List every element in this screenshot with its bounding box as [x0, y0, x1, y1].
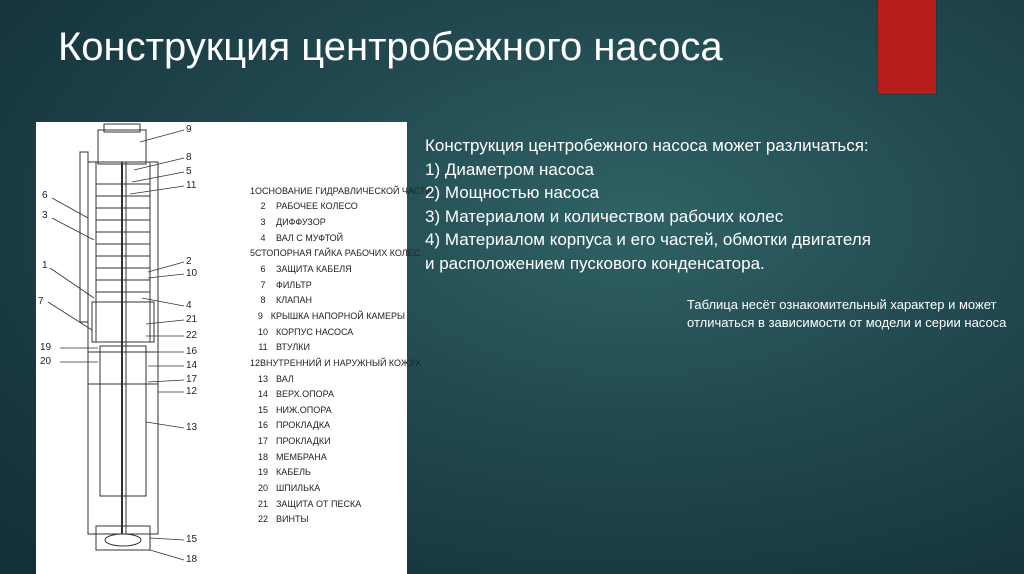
slide-title: Конструкция центробежного насоса	[58, 25, 723, 69]
legend-label: ЗАЩИТА ОТ ПЕСКА	[276, 498, 362, 509]
parts-legend	[250, 183, 432, 527]
membrane	[105, 534, 141, 546]
description-text	[425, 134, 1015, 275]
callout-right-9: 16	[186, 346, 198, 357]
callout-right-7: 21	[186, 314, 198, 325]
legend-num: 1	[250, 185, 256, 196]
legend-label: ВАЛ	[276, 373, 294, 384]
legend-label: ПРОКЛАДКИ	[276, 436, 331, 447]
legend-row	[250, 371, 405, 387]
legend-num: 21	[257, 498, 268, 509]
description-line: 3) Материалом и количеством рабочих колес	[425, 206, 784, 226]
disclaimer-note: Таблица несёт ознакомительный характер и может отличаться в зависимости от модели и серии насоса	[687, 297, 1007, 330]
legend-row	[250, 214, 405, 230]
description-line: 2) Мощностью насоса	[425, 183, 600, 202]
legend-row	[250, 465, 405, 481]
legend-row	[250, 292, 405, 308]
legend-num: 9	[257, 310, 263, 321]
legend-num: 6	[260, 264, 266, 275]
callout-left-0: 6	[42, 190, 48, 201]
cable-guard	[80, 152, 88, 322]
legend-num: 5	[250, 248, 256, 259]
legend-label: ПРОКЛАДКА	[276, 420, 331, 431]
legend-label: ДИФФУЗОР	[276, 217, 326, 228]
red-accent-tab	[878, 0, 936, 94]
legend-label: КЛАПАН	[276, 295, 313, 306]
pump-top-cap	[98, 130, 146, 164]
legend-row	[250, 496, 405, 512]
legend-row	[250, 355, 422, 371]
legend-label: ВТУЛКИ	[276, 342, 310, 353]
legend-label: ВИНТЫ	[276, 514, 309, 525]
legend-row	[250, 418, 405, 434]
callout-right-6: 4	[186, 300, 192, 311]
legend-label: ВАЛ С МУФТОЙ	[276, 232, 344, 243]
legend-num: 7	[260, 279, 266, 290]
legend-label: КОРПУС НАСОСА	[276, 326, 354, 337]
description-line: 4) Материалом корпуса и его частей, обмотки двигателя	[425, 230, 871, 249]
legend-num: 17	[257, 436, 268, 447]
callout-right-15: 18	[186, 554, 198, 565]
callout-right-2: 5	[186, 166, 192, 177]
description-line: и расположением пускового конденсатора.	[425, 253, 765, 273]
legend-row	[250, 433, 405, 449]
legend-row	[250, 386, 405, 402]
legend-label: ШПИЛЬКА	[276, 482, 321, 493]
callout-right-4: 2	[186, 256, 192, 267]
callout-right-14: 15	[186, 534, 198, 545]
description-line: Конструкция центробежного насоса может различаться:	[425, 136, 869, 155]
legend-label: ФИЛЬТР	[276, 279, 312, 290]
legend-num: 22	[257, 514, 268, 525]
legend-row	[250, 261, 405, 277]
legend-num: 14	[257, 389, 268, 400]
legend-label: ВЕРХ.ОПОРА	[276, 389, 334, 400]
legend-label: МЕМБРАНА	[276, 451, 327, 462]
legend-row	[250, 199, 405, 215]
legend-label: КАБЕЛЬ	[276, 467, 311, 478]
callout-right-13: 13	[186, 422, 198, 433]
legend-num: 12	[250, 357, 261, 368]
legend-row	[250, 324, 405, 340]
legend-label: ЗАЩИТА КАБЕЛЯ	[276, 264, 352, 275]
callout-left-1: 3	[42, 210, 48, 221]
callout-right-11: 17	[186, 374, 198, 385]
legend-label: РАБОЧЕЕ КОЛЕСО	[276, 201, 358, 212]
callout-right-5: 10	[186, 268, 198, 279]
legend-row	[250, 511, 405, 527]
callout-right-8: 22	[186, 330, 198, 341]
legend-num: 2	[260, 201, 266, 212]
legend-label: НИЖ.ОПОРА	[276, 404, 332, 415]
legend-label: ВНУТРЕННИЙ И НАРУЖНЫЙ КОЖУХ	[260, 357, 422, 368]
legend-num: 11	[258, 342, 268, 353]
legend-num: 16	[257, 420, 268, 431]
callout-left-4: 19	[40, 342, 52, 353]
legend-row	[250, 308, 405, 324]
legend-num: 8	[260, 295, 266, 306]
legend-row	[250, 449, 405, 465]
legend-num: 13	[257, 373, 268, 384]
legend-row	[250, 230, 405, 246]
legend-row	[250, 183, 432, 199]
legend-row	[250, 277, 405, 293]
callout-right-1: 8	[186, 152, 192, 163]
legend-row	[250, 402, 405, 418]
description-line: 1) Диаметром насоса	[425, 159, 594, 179]
legend-num: 15	[257, 404, 268, 415]
legend-num: 19	[257, 467, 268, 478]
legend-row	[250, 480, 405, 496]
legend-num: 3	[260, 217, 266, 228]
callout-right-12: 12	[186, 386, 198, 397]
legend-num: 20	[257, 482, 268, 493]
callout-right-3: 11	[186, 180, 197, 191]
pump-outlet	[104, 124, 140, 132]
callout-left-2: 1	[42, 260, 48, 271]
legend-label: СТОПОРНАЯ ГАЙКА РАБОЧИХ КОЛЕС	[255, 248, 421, 259]
legend-num: 10	[257, 326, 268, 337]
legend-row	[250, 339, 405, 355]
legend-num: 4	[260, 232, 266, 243]
pump-diagram	[36, 122, 432, 574]
legend-label: КРЫШКА НАПОРНОЙ КАМЕРЫ	[270, 310, 405, 321]
callout-right-10: 14	[186, 360, 198, 371]
callout-left-3: 7	[38, 296, 44, 307]
legend-num: 18	[257, 451, 268, 462]
legend-label: ОСНОВАНИЕ ГИДРАВЛИЧЕСКОЙ ЧАСТИ	[255, 185, 432, 196]
legend-row	[250, 246, 421, 262]
callout-right-0: 9	[186, 124, 192, 135]
callout-left-5: 20	[40, 356, 52, 367]
